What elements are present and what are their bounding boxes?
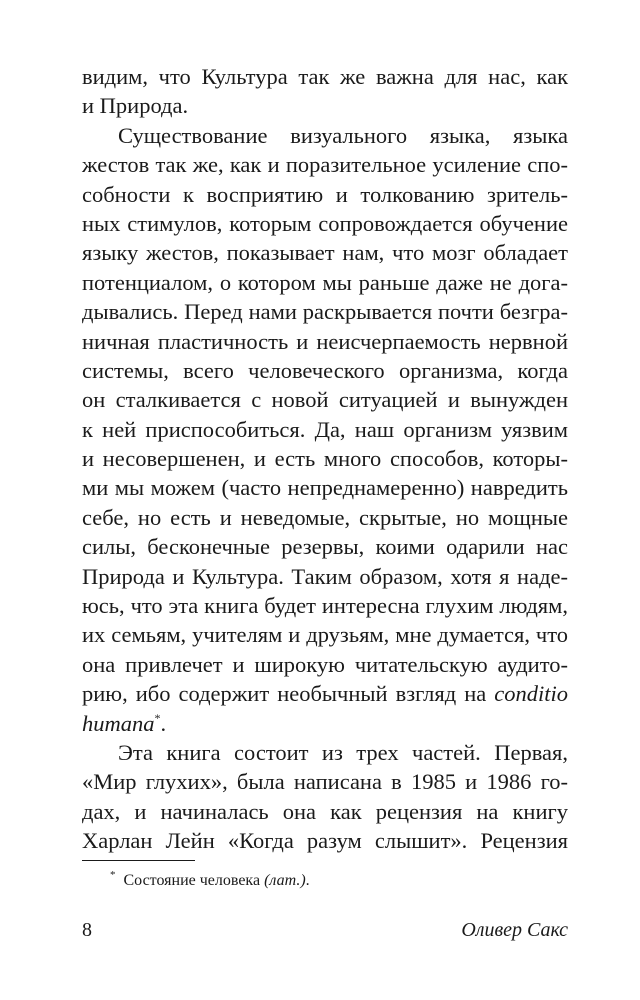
text-line: себе, но есть и неведомые, скрытые, но мощные: [82, 504, 568, 530]
text-line: жестов так же, как и поразительное усиление спо-: [82, 152, 568, 178]
footnote-end: .: [305, 872, 310, 889]
text-line: дах, и начиналась она как рецензия на книгу: [82, 798, 568, 824]
text-line: видим, что Культура так же важна для нас, как: [82, 64, 568, 89]
text-segment: .: [160, 710, 167, 736]
text-line: ми мы можем (часто непреднамеренно) навредить: [82, 475, 568, 501]
body-text: [82, 62, 568, 856]
latin-phrase: humana: [82, 710, 155, 736]
footnote-reference: *: [154, 710, 161, 725]
text-line: и несовершенен, и есть много способов, которы-: [82, 446, 568, 472]
text-line: Природа и Культура. Таким образом, хотя я наде-: [82, 563, 568, 589]
text-line: она привлечет и широкую читательскую аудито-: [82, 651, 568, 677]
footnote-language-note: (лат.): [264, 872, 306, 889]
text-line: «Мир глухих», была написана в 1985 и 1986 го-: [82, 769, 568, 795]
text-line: собности к восприятию и толкованию зритель-: [82, 181, 568, 207]
text-line: и Природа.: [82, 93, 189, 119]
text-line: Существование визуального языка, языка: [118, 122, 568, 148]
footnote-marker: *: [110, 869, 116, 881]
text-line: Харлан Лейн «Когда разум слышит». Рецензия: [82, 828, 568, 854]
footnote-text: Состояние человека: [123, 872, 261, 889]
text-line: ных стимулов, которым сопровождается обучение: [82, 210, 568, 236]
latin-phrase: conditio: [494, 681, 568, 707]
text-line: он сталкивается с новой ситуацией и вынужден: [82, 387, 568, 413]
text-line: языку жестов, показывает нам, что мозг обладает: [82, 240, 568, 266]
footnote: [110, 870, 310, 892]
text-line: потенциалом, о котором мы раньше даже не дога-: [82, 269, 568, 295]
text-line: [82, 679, 568, 708]
page-number: 8: [82, 919, 92, 941]
text-line: [82, 709, 568, 738]
footnote-divider: [82, 860, 195, 861]
text-line: их семьям, учителям и друзьям, мне думается, что: [82, 622, 568, 648]
text-line: дывались. Перед нами раскрывается почти безгра-: [82, 299, 568, 325]
text-segment: рию, ибо содержит необычный взгляд на: [82, 681, 487, 707]
text-line: силы, бесконечные резервы, коими одарили нас: [82, 534, 568, 560]
text-line: Эта книга состоит из трех частей. Первая,: [118, 739, 568, 765]
running-head-author: Оливер Сакс: [461, 919, 568, 941]
text-line: системы, всего человеческого организма, когда: [82, 357, 568, 383]
text-line: к ней приспособиться. Да, наш организм уязвим: [82, 416, 568, 442]
text-line: ничная пластичность и неисчерпаемость нервной: [82, 328, 568, 354]
text-line: юсь, что эта книга будет интересна глухим людям,: [82, 593, 568, 619]
